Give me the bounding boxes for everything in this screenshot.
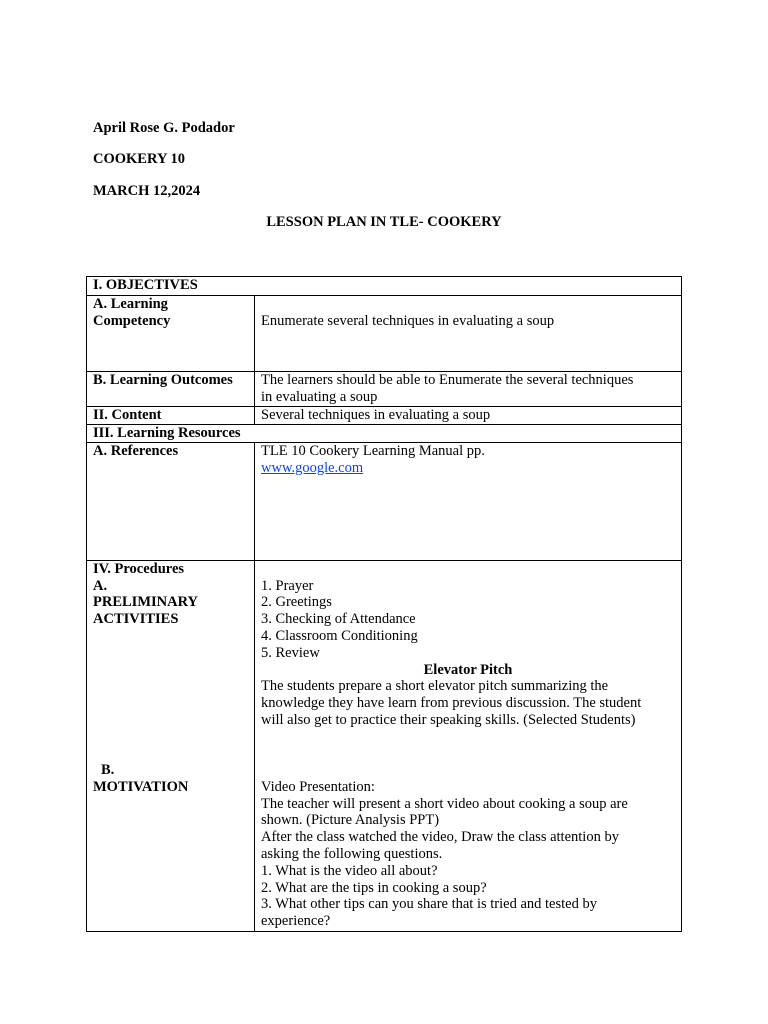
motivation-line: 2. What are the tips in cooking a soup? xyxy=(261,879,487,896)
motivation-line: After the class watched the video, Draw the class attention by xyxy=(261,829,619,846)
date-line: MARCH 12,2024 xyxy=(93,183,201,199)
motivation-line: shown. (Picture Analysis PPT) xyxy=(261,812,440,829)
content-label: II. Content xyxy=(87,407,255,425)
activity-item: 1. Prayer xyxy=(261,577,314,594)
references-value: TLE 10 Cookery Learning Manual pp. xyxy=(261,442,485,459)
lesson-plan-table xyxy=(86,276,682,932)
procedures-label-cell xyxy=(87,560,255,931)
learning-outcomes-value-line1: The learners should be able to Enumerate the several techniques xyxy=(261,372,634,388)
preliminary-label-line2: ACTIVITIES xyxy=(93,611,179,628)
elevator-pitch-title: Elevator Pitch xyxy=(423,661,513,678)
learning-outcomes-label: B. Learning Outcomes xyxy=(87,372,255,407)
content-value: Several techniques in evaluating a soup xyxy=(255,407,682,425)
motivation-line: 3. What other tips can you share that is tried and tested by xyxy=(261,896,597,913)
motivation-line: The teacher will present a short video about cooking a soup are xyxy=(261,795,628,812)
elevator-pitch-line: will also get to practice their speaking skills. (Selected Students) xyxy=(261,711,636,728)
learning-outcomes-value-line2: in evaluating a soup xyxy=(261,388,378,405)
learning-competency-label-line1: A. Learning xyxy=(93,296,168,312)
motivation-line: Video Presentation: xyxy=(261,778,375,795)
objectives-heading: I. OBJECTIVES xyxy=(87,277,682,296)
activity-item: 2. Greetings xyxy=(261,594,332,611)
activity-item: 5. Review xyxy=(261,644,320,661)
content-row xyxy=(87,407,682,425)
activity-item: 3. Checking of Attendance xyxy=(261,611,416,628)
google-link[interactable]: www.google.com xyxy=(261,459,364,476)
procedures-heading: IV. Procedures xyxy=(93,560,185,577)
references-label: A. References xyxy=(87,442,255,560)
objectives-heading-row xyxy=(87,277,682,296)
learning-outcomes-row xyxy=(87,372,682,407)
motivation-line: asking the following questions. xyxy=(261,845,443,862)
elevator-pitch-line: knowledge they have learn from previous discussion. The student xyxy=(261,695,642,712)
procedures-row xyxy=(87,560,682,931)
learning-competency-label-line2: Competency xyxy=(93,312,171,329)
motivation-label-b: B. xyxy=(101,761,115,778)
motivation-line: 1. What is the video all about? xyxy=(261,862,438,879)
learning-outcomes-value-cell xyxy=(255,372,682,407)
motivation-label: MOTIVATION xyxy=(93,778,189,795)
learning-competency-row xyxy=(87,296,682,372)
activity-item: 4. Classroom Conditioning xyxy=(261,627,418,644)
learning-competency-value-cell xyxy=(255,296,682,372)
preliminary-label-a: A. xyxy=(93,577,108,594)
learning-competency-value: Enumerate several techniques in evaluating a soup xyxy=(261,312,555,329)
elevator-pitch-line: The students prepare a short elevator pitch summarizing the xyxy=(261,678,609,695)
procedures-value-cell xyxy=(255,560,682,931)
preliminary-label-line1: PRELIMINARY xyxy=(93,594,199,611)
references-row xyxy=(87,442,682,560)
subject-line: COOKERY 10 xyxy=(93,151,185,167)
author-name: April Rose G. Podador xyxy=(93,120,235,136)
resources-heading: III. Learning Resources xyxy=(87,425,682,443)
motivation-line: experience? xyxy=(261,913,331,930)
learning-competency-label xyxy=(87,296,255,372)
document-title: LESSON PLAN IN TLE- COOKERY xyxy=(266,214,502,230)
resources-heading-row xyxy=(87,425,682,443)
references-value-cell xyxy=(255,442,682,560)
